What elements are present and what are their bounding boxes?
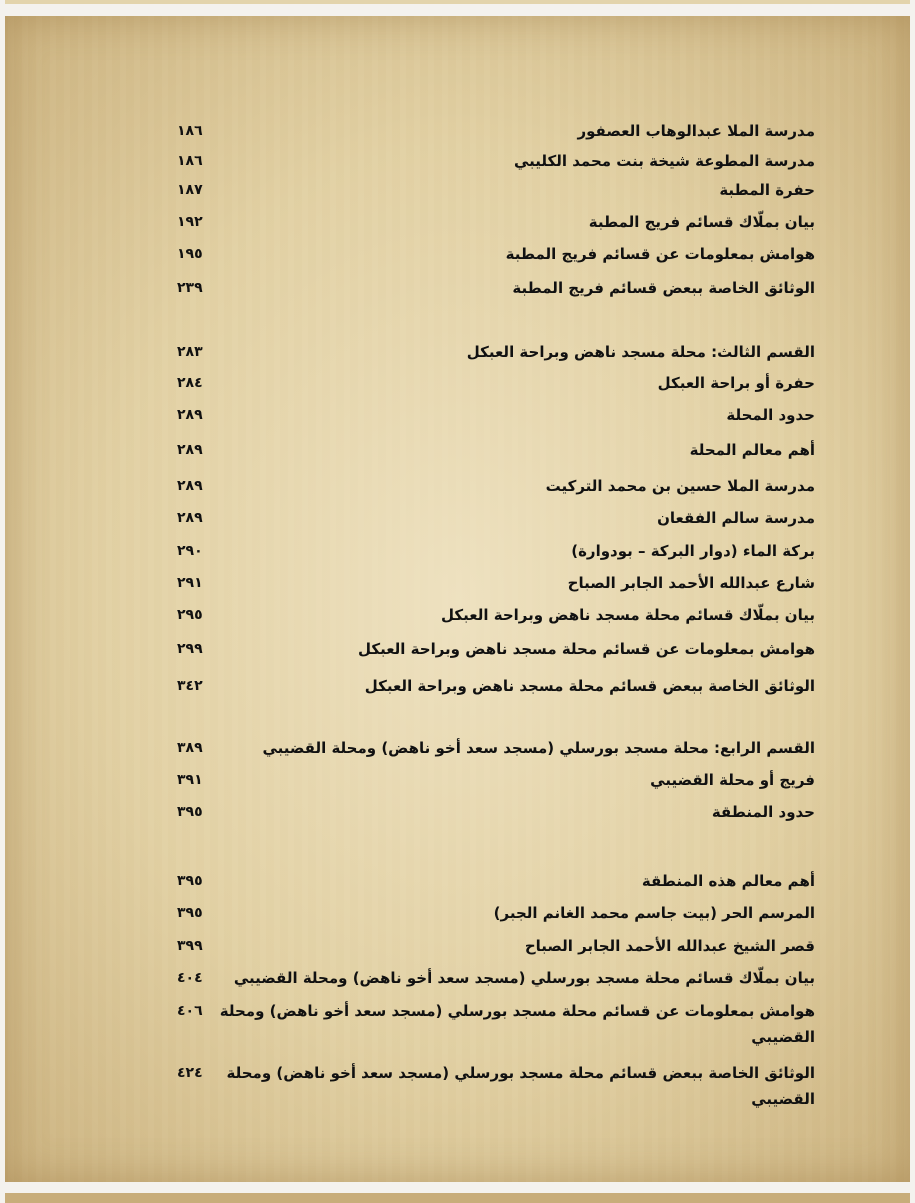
toc-entry-title: بركة الماء (دوار البركة – بودوارة) xyxy=(571,542,815,560)
toc-entry-title: بيان بملّاك قسائم محلة مسجد ناهض وبراحة العبكل xyxy=(441,606,815,624)
toc-entry-page-number: ٣٤٢ xyxy=(177,678,203,694)
toc-entry-title: الوثائق الخاصة ببعض قسائم محلة مسجد ناهض وبراحة العبكل xyxy=(364,677,815,695)
toc-entry-title: قصر الشيخ عبدالله الأحمد الجابر الصباح xyxy=(524,937,815,955)
toc-entry-title: مدرسة المطوعة شيخة بنت محمد الكليبي xyxy=(513,152,815,170)
toc-entry-title: أهم معالم المحلة xyxy=(689,441,815,459)
toc-entry-title: حفرة المطبة xyxy=(719,181,815,199)
toc-entry-title: هوامش بمعلومات عن قسائم محلة مسجد ناهض وبراحة العبكل xyxy=(357,640,815,658)
toc-entry-title: مدرسة الملا عبدالوهاب العصفور xyxy=(577,122,815,140)
toc-entry-title: القسم الثالث: محلة مسجد ناهض وبراحة العبكل xyxy=(466,343,815,361)
toc-entry-page-number: ٤٠٤ xyxy=(177,970,203,986)
previous-page-edge xyxy=(5,0,910,4)
toc-entry-page-number: ٢٨٩ xyxy=(177,407,203,423)
toc-entry-page-number: ٣٩١ xyxy=(177,772,203,788)
toc-entry-page-number: ٣٨٩ xyxy=(177,740,203,756)
toc-entry-page-number: ٢٩٥ xyxy=(177,607,203,623)
toc-entry-page-number: ٢٩١ xyxy=(177,575,203,591)
toc-entry-page-number: ٢٩٩ xyxy=(177,641,203,657)
toc-entry-title: حفرة أو براحة العبكل xyxy=(657,374,815,392)
toc-entry-title: الوثائق الخاصة ببعض قسائم فريج المطبة xyxy=(512,279,815,297)
toc-entry-page-number: ٣٩٥ xyxy=(177,804,203,820)
toc-entry-title: هوامش بمعلومات عن قسائم فريج المطبة xyxy=(505,245,815,263)
toc-entry-page-number: ٤٢٤ xyxy=(177,1065,203,1081)
toc-entry-title: شارع عبدالله الأحمد الجابر الصباح xyxy=(567,574,815,592)
toc-entry-title: القسم الرابع: محلة مسجد بورسلي (مسجد سعد أخو ناهض) ومحلة القضيبي xyxy=(262,739,815,757)
toc-entry-page-number: ١٨٦ xyxy=(177,153,203,169)
toc-entry-page-number: ١٩٥ xyxy=(177,246,203,262)
toc-entry-page-number: ٢٨٩ xyxy=(177,510,203,526)
toc-entry-page-number: ٢٨٩ xyxy=(177,478,203,494)
toc-entry-title: حدود المحلة xyxy=(726,406,815,424)
toc-entry-page-number: ١٨٧ xyxy=(177,182,203,198)
toc-entry-title: أهم معالم هذه المنطقة xyxy=(641,872,815,890)
toc-entry-page-number: ٢٨٣ xyxy=(177,344,203,360)
toc-entry-page-number: ٢٨٩ xyxy=(177,442,203,458)
toc-entry-page-number: ١٩٢ xyxy=(177,214,203,230)
toc-entry-title: بيان بملّاك قسائم فريج المطبة xyxy=(588,213,815,231)
toc-entry-page-number: ٣٩٩ xyxy=(177,938,203,954)
toc-entry-page-number: ٢٩٠ xyxy=(177,543,203,559)
toc-entry-page-number: ٢٣٩ xyxy=(177,280,203,296)
toc-entry-title: المرسم الحر (بيت جاسم محمد الغانم الجبر) xyxy=(493,904,815,922)
toc-entry-page-number: ٣٩٥ xyxy=(177,873,203,889)
toc-entry-title: مدرسة الملا حسين بن محمد التركيت xyxy=(545,477,815,495)
toc-entry-title: بيان بملّاك قسائم محلة مسجد بورسلي (مسجد سعد أخو ناهض) ومحلة القضيبي xyxy=(233,969,815,987)
toc-entry-title: هوامش بمعلومات عن قسائم محلة مسجد بورسلي (مسجد سعد أخو ناهض) ومحلة القضيبي xyxy=(219,1002,815,1046)
toc-entry-page-number: ١٨٦ xyxy=(177,123,203,139)
toc-page xyxy=(5,16,910,1182)
toc-entry-title: الوثائق الخاصة ببعض قسائم محلة مسجد بورسلي (مسجد سعد أخو ناهض) ومحلة القضيبي xyxy=(226,1064,815,1108)
toc-entry-title: فريج أو محلة القضيبي xyxy=(650,771,815,789)
toc-entry-page-number: ٣٩٥ xyxy=(177,905,203,921)
next-page-edge xyxy=(5,1193,910,1203)
toc-entry-title: مدرسة سالم الفقعان xyxy=(657,509,815,527)
toc-entry-title: حدود المنطقة xyxy=(711,803,815,821)
toc-entry-page-number: ٢٨٤ xyxy=(177,375,203,391)
toc-entry-page-number: ٤٠٦ xyxy=(177,1003,203,1019)
